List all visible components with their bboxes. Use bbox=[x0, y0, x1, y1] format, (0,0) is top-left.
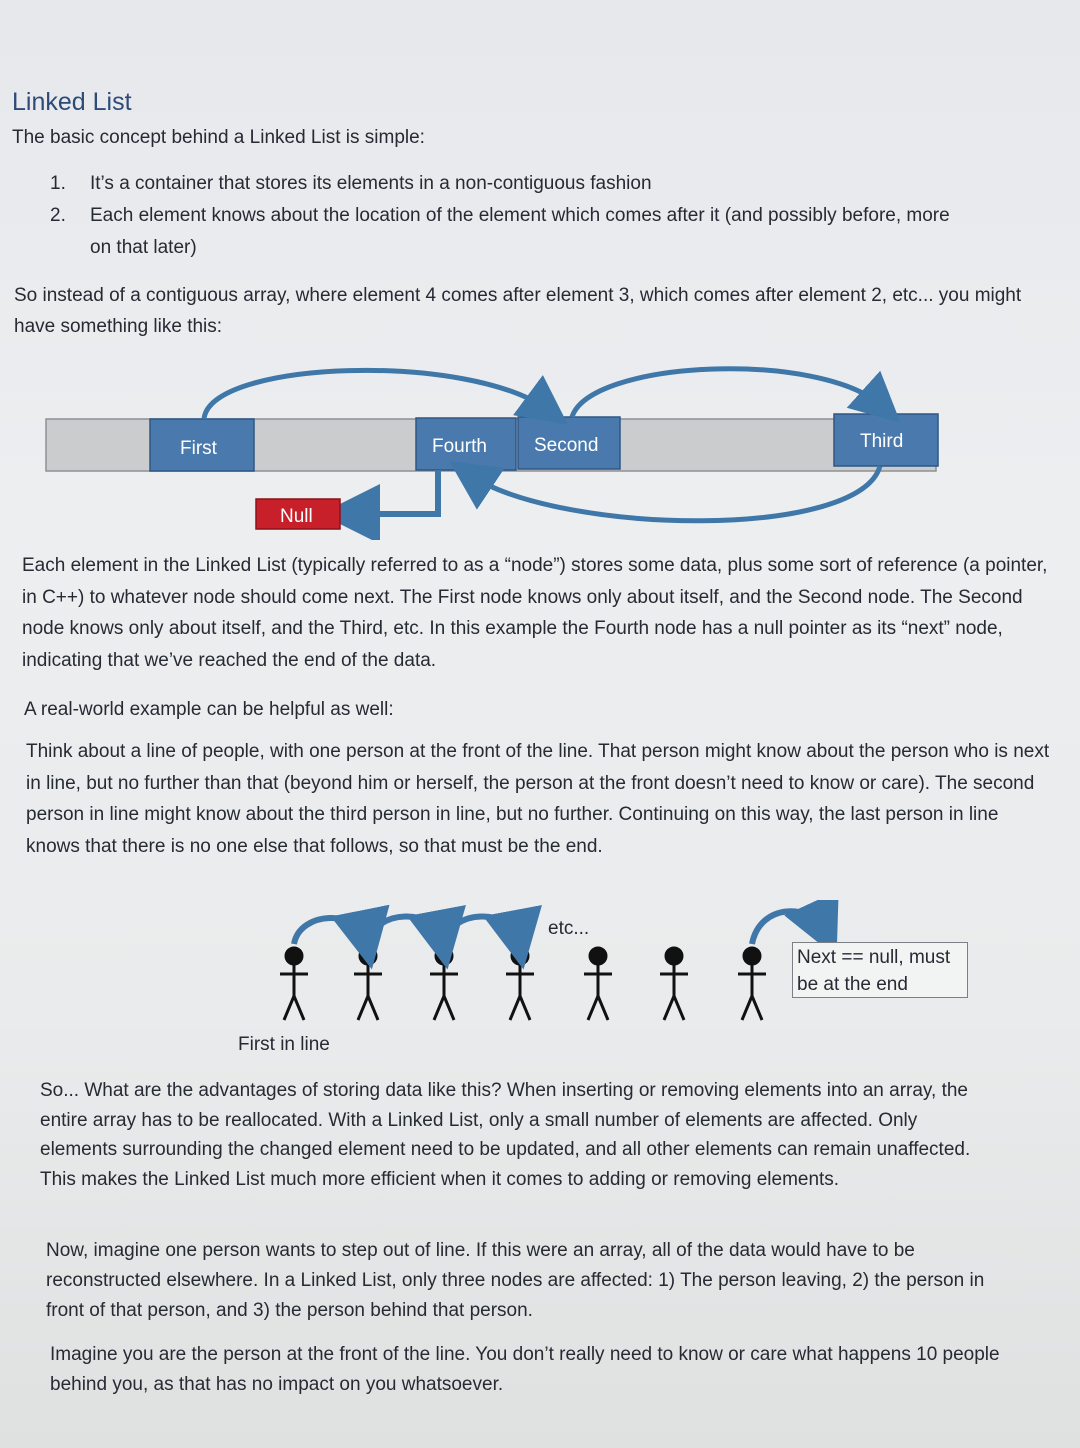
arrow-third-to-fourth bbox=[470, 466, 880, 521]
arrow-second-to-third bbox=[572, 369, 882, 417]
section-heading: Linked List bbox=[12, 88, 132, 116]
step-out-text: Now, imagine one person wants to step out of line. If this were an array, all of the data would have to be reconstructed elsewhere. In a Linked List, only three nodes are affected: 1) The person leaving, 2) the person in front of that person, and 3) the person behind that person. bbox=[46, 1240, 985, 1321]
node-third-label: Third bbox=[860, 431, 904, 452]
list-item bbox=[50, 168, 970, 200]
person-icon bbox=[584, 948, 612, 1020]
person-icon bbox=[660, 948, 688, 1020]
list-number: 1. bbox=[50, 173, 66, 194]
list-item-text: It’s a container that stores its elements in a non-contiguous fashion bbox=[90, 173, 652, 194]
list-item bbox=[50, 200, 970, 264]
linked-list-diagram bbox=[0, 350, 1080, 540]
arrow-first-to-second bbox=[204, 370, 548, 419]
list-item-text: Each element knows about the location of the element which comes after it (and possibly before, more on that later) bbox=[90, 205, 950, 258]
first-in-line-label: First in line bbox=[238, 1034, 330, 1055]
person-icon bbox=[506, 948, 534, 1020]
list-number: 2. bbox=[50, 205, 66, 226]
contrast-text: So instead of a contiguous array, where element 4 comes after element 3, which comes after element 2, etc... you might have something like this: bbox=[14, 285, 1022, 337]
real-world-intro-text: A real-world example can be helpful as well: bbox=[24, 699, 394, 720]
arrow-person-3-to-4 bbox=[444, 916, 518, 944]
intro-text: The basic concept behind a Linked List is simple: bbox=[12, 127, 425, 148]
person-icon bbox=[354, 948, 382, 1020]
arrow-fourth-to-null bbox=[350, 470, 438, 514]
arrow-person-2-to-3 bbox=[368, 916, 442, 944]
concept-list bbox=[50, 168, 970, 264]
etc-label: etc... bbox=[548, 918, 590, 939]
node-fourth-label: Fourth bbox=[432, 436, 487, 457]
line-example-text: Think about a line of people, with one person at the front of the line. That person might know about the person who is next in line, but no further than that (beyond him or herself, the person at the front doesn’t need to know or care). The second person in line might know about the third person in line, but no further. Continuing on this way, the last person in line knows that there is no one else that follows, so that must be the end. bbox=[26, 741, 1050, 857]
next-null-note: Next == null, must be at the end bbox=[792, 942, 968, 998]
front-of-line-text: Imagine you are the person at the front of the line. You don’t really need to know or care what happens 10 people behind you, as that has no impact on you whatsoever. bbox=[50, 1344, 1000, 1395]
person-icon bbox=[280, 948, 308, 1020]
arrow-person-1-to-2 bbox=[294, 918, 366, 944]
node-explanation-text: Each element in the Linked List (typically referred to as a “node”) stores some data, plus some sort of reference (a pointer, in C++) to whatever node should come next. The First node knows only about itself, and the Second node. The Second node knows only about itself, and the Third, etc. In this example the Fourth node has a null pointer as its “next” node, indicating that we’ve reached the end of the data. bbox=[22, 555, 1048, 671]
null-label: Null bbox=[280, 506, 313, 527]
advantages-text: So... What are the advantages of storing data like this? When inserting or removing elements into an array, the entire array has to be reallocated. With a Linked List, only a small number of elements are affected. Only elements surrounding the changed element need to be updated, and all other elements can remain unaffected. This makes the Linked List much more efficient when it comes to adding or removing elements. bbox=[40, 1080, 971, 1190]
person-icon bbox=[738, 948, 766, 1020]
node-first-label: First bbox=[180, 438, 217, 459]
node-second-label: Second bbox=[534, 435, 599, 456]
person-icon bbox=[430, 948, 458, 1020]
arrow-last-person-to-null bbox=[752, 911, 824, 944]
